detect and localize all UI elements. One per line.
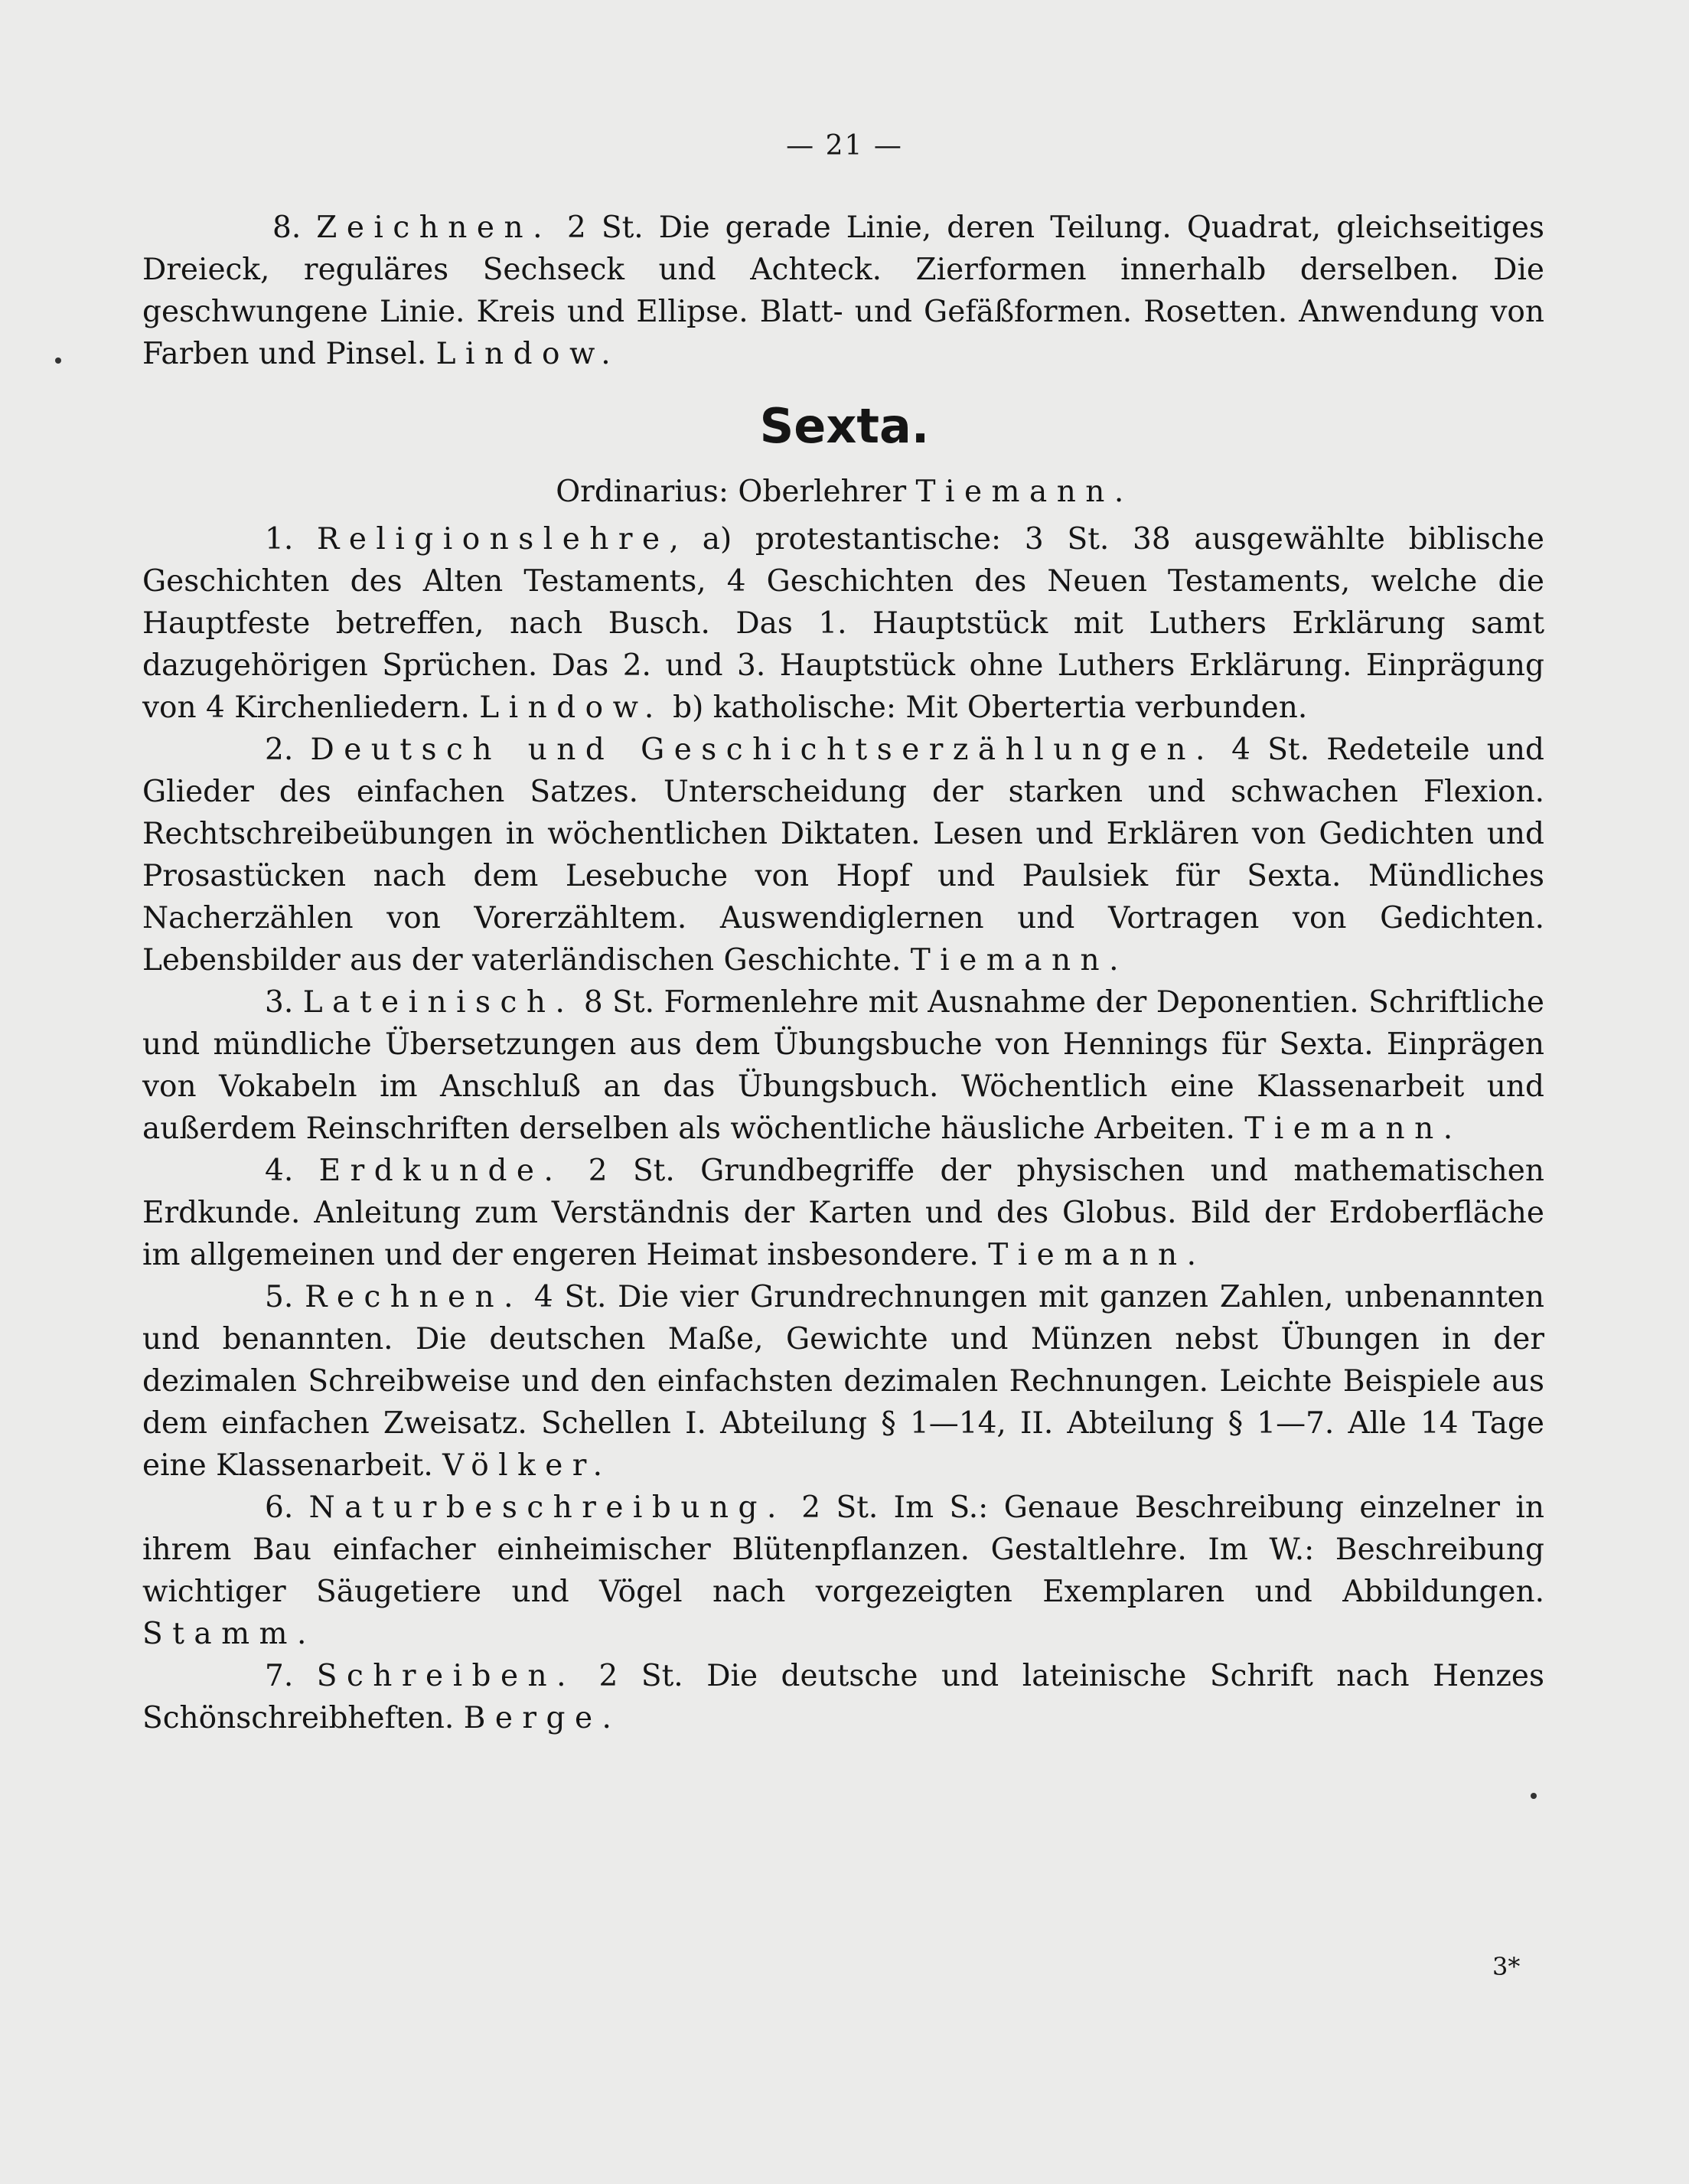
teacher-name: Tiemann.: [988, 1238, 1206, 1272]
item-number: 8.: [272, 211, 302, 245]
teacher-name: Berge.: [463, 1701, 621, 1735]
subject-paragraph: 1. Religionslehre, a) protestantische: 3 St. 38 ausgewählte biblische Geschichten des Alten Testaments, 4 Geschichten des Neuen Testaments, welche die Hauptfeste betreffen, nach Busch. Das 1. Hauptstück mit Luthers Erklärung samt dazugehörigen Sprüchen. Das 2. und 3. Hauptstück ohne Luthers Erklärung. Einprägung von 4 Kirchenliedern. Lindow. b) katholische: Mit Obertertia verbunden.: [142, 522, 1544, 725]
subject-name: Religionslehre: [316, 522, 670, 557]
subject-name: Erdkunde.: [318, 1154, 563, 1188]
ordinarius-label: Ordinarius: Oberlehrer: [556, 475, 916, 509]
teacher-name: Völker.: [442, 1448, 612, 1483]
subject-paragraph: 4. Erdkunde. 2 St. Grundbegriffe der physischen und mathematischen Erdkunde. Anleitung zum Verständnis der Karten und des Globus. Bild der Erdoberfläche im allgemeinen und der engeren Heimat insbesondere. Tiemann.: [142, 1154, 1544, 1272]
teacher-name: Tiemann.: [910, 943, 1129, 978]
teacher-name: Lindow.: [435, 337, 621, 371]
ordinarius-name: Tiemann.: [915, 475, 1133, 509]
subject-name: Naturbeschreibung.: [308, 1490, 786, 1525]
subject-paragraph: 6. Naturbeschreibung. 2 St. Im S.: Genaue Beschreibung einzelner in ihrem Bau einfacher einheimischer Blütenpflanzen. Gestaltlehre. Im W.: Beschreibung wichtiger Säugetiere und Vögel nach vorgezeigten Exemplaren und Abbildungen. Stamm.: [142, 1490, 1544, 1651]
teacher-name: Tiemann.: [1244, 1112, 1462, 1146]
signature-mark: 3*: [1492, 1952, 1521, 1981]
drawing-paragraph: [142, 207, 1544, 375]
teacher-name: Lindow.: [479, 690, 664, 725]
subject-paragraph: 2. Deutsch und Geschichtserzählungen. 4 St. Redeteile und Glieder des einfachen Satzes. Unterscheidung der starken und schwachen Flexion. Rechtschreibeübungen in wöchentlichen Diktaten. Lesen und Erklären von Gedichten und Prosastücken nach dem Lesebuche von Hopf und Paulsiek für Sexta. Mündliches Nacherzählen von Vorerzähltem. Auswendiglernen und Vortragen von Gedichten. Lebensbilder aus der vaterländischen Geschichte. Tiemann.: [142, 733, 1544, 978]
subject-paragraph: 3. Lateinisch. 8 St. Formenlehre mit Ausnahme der Deponentien. Schriftliche und mündliche Übersetzungen aus dem Übungsbuche von Hennings für Sexta. Einprägen von Vokabeln im Anschluß an das Übungsbuch. Wöchentlich eine Klassenarbeit und außerdem Reinschriften derselben als wöchentliche häusliche Arbeiten. Tiemann.: [142, 985, 1545, 1146]
ordinarius-line: [0, 471, 1689, 513]
subject-paragraph: 5. Rechnen. 4 St. Die vier Grundrechnungen mit ganzen Zahlen, unbenannten und benannten. Die deutschen Maße, Gewichte und Münzen nebst Übungen in der dezimalen Schreibweise und den einfachsten dezimalen Rechnungen. Leichte Beispiele aus dem einfachen Zweisatz. Schellen I. Abteilung § 1—14, II. Abteilung § 1—7. Alle 14 Tage eine Klassenarbeit. Völker.: [142, 1280, 1545, 1483]
subject-name: Lateinisch.: [302, 985, 575, 1020]
speck: [55, 357, 61, 364]
teacher-name: Stamm.: [142, 1617, 316, 1651]
subject-name: Rechnen.: [305, 1280, 523, 1314]
curriculum-list: [142, 518, 1544, 1739]
subject-name: Zeichnen.: [316, 211, 552, 245]
subject-text: 2 St. Die gerade Linie, deren Teilung. Quadrat, gleichseitiges Dreieck, reguläres Sechseck und Achteck. Zierformen innerhalb derselben. Die geschwungene Linie. Kreis und Ellipse. Blatt- und Gefäßformen. Rosetten. Anwendung von Farben und Pinsel.: [142, 211, 1544, 371]
subject-name: Schreiben.: [316, 1659, 575, 1693]
subject-name: Deutsch und Geschichtserzählungen.: [310, 733, 1215, 767]
speck: [1531, 1793, 1537, 1799]
class-title: Sexta.: [759, 398, 930, 454]
drawing-section: [142, 207, 1544, 375]
page-number: — 21 —: [786, 130, 903, 162]
subject-paragraph: 7. Schreiben. 2 St. Die deutsche und lateinische Schrift nach Henzes Schönschreibheften. Berge.: [142, 1659, 1544, 1735]
